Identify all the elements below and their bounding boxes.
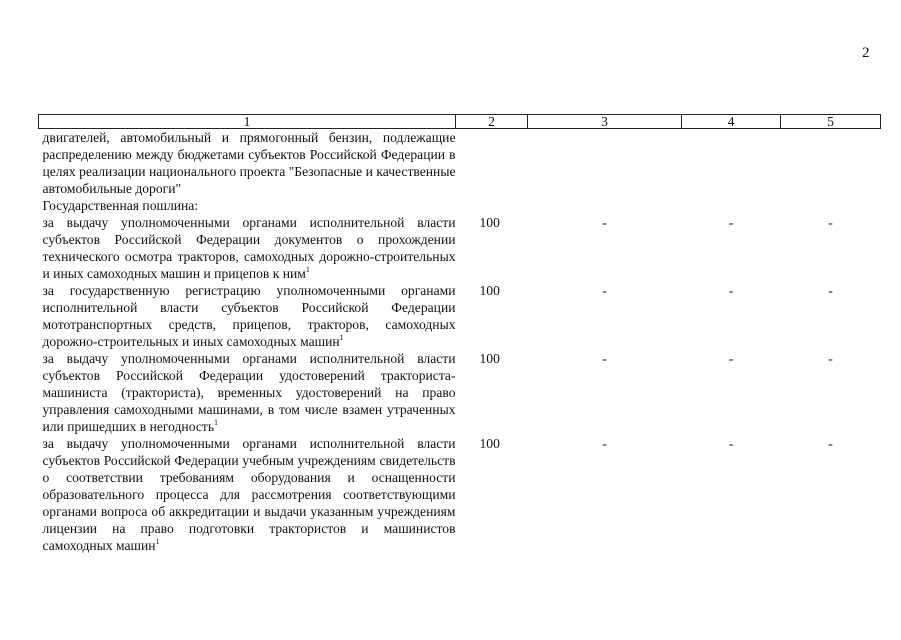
row-value-col3: - [602,351,607,366]
row-value-col3: - [602,283,607,298]
table-row [39,214,881,282]
budget-table [38,114,881,554]
row-description: за выдачу уполномоченными органами исполнительной власти субъектов Российской Федерации учебным учреждениям свидетельств о соответствии требованиям оборудования и оснащенности образовательного процесса для рассмотрения соответствующими органами вопроса об аккредитации и выдачи указанным учреждениям лицензии на право подготовки трактористов и машинистов самоходных машин$^1$ [42,436,456,553]
row-value-col3: - [602,436,607,451]
row-value-col4: - [728,283,734,298]
column-header-2: 2 [456,115,528,129]
row-value-col4: - [728,215,734,230]
table-row [39,435,881,554]
row-description: за государственную регистрацию уполномоченными органами исполнительной власти субъектов Российской Федерации мототранспортных средств, прицепов, тракторов, самоходных дорожно-строительных и иных самоходных машин$^1$ [42,283,456,349]
continuation-row [39,129,881,198]
section-heading: Государственная пошлина: [42,198,199,213]
footnote-marker: 1 [214,418,219,427]
column-header-3: 3 [528,115,682,129]
row-value-col2: 100 [479,351,500,366]
row-value-col5: - [828,436,833,451]
footnote-marker: 1 [305,265,310,274]
row-value-col4: - [728,351,734,366]
table-header-row [39,115,881,129]
row-value-col5: - [828,351,833,366]
footnote-marker: 1 [339,333,344,342]
row-value-col2: 100 [479,215,500,230]
row-value-col3: - [602,215,607,230]
row-value-col5: - [828,283,833,298]
table-row [39,282,881,350]
column-header-1: 1 [39,115,456,129]
column-header-5: 5 [781,115,881,129]
continuation-text: двигателей, автомобильный и прямогонный бензин, подлежащие распределению между бюджетами субъектов Российской Федерации в целях реализации национального проекта "Безопасные и качественные автомобильные дороги" [42,130,456,196]
row-value-col5: - [828,215,833,230]
page-number: 2 [862,45,870,61]
footnote-marker: 1 [155,537,160,546]
row-description: за выдачу уполномоченными органами исполнительной власти субъектов Российской Федерации документов о прохождении технического осмотра тракторов, самоходных дорожно-строительных и иных самоходных машин и прицепов к ним$^1$ [42,215,456,281]
row-value-col2: 100 [479,283,500,298]
table-row [39,350,881,435]
section-heading-row [39,197,881,214]
row-value-col2: 100 [479,436,500,451]
row-value-col4: - [728,436,734,451]
row-description: за выдачу уполномоченными органами исполнительной власти субъектов Российской Федерации удостоверений тракториста-машиниста (тракториста), временных удостоверений на право управления самоходными машинами, в том числе взамен утраченных или пришедших в негодность$^1$ [42,351,456,434]
column-header-4: 4 [682,115,781,129]
